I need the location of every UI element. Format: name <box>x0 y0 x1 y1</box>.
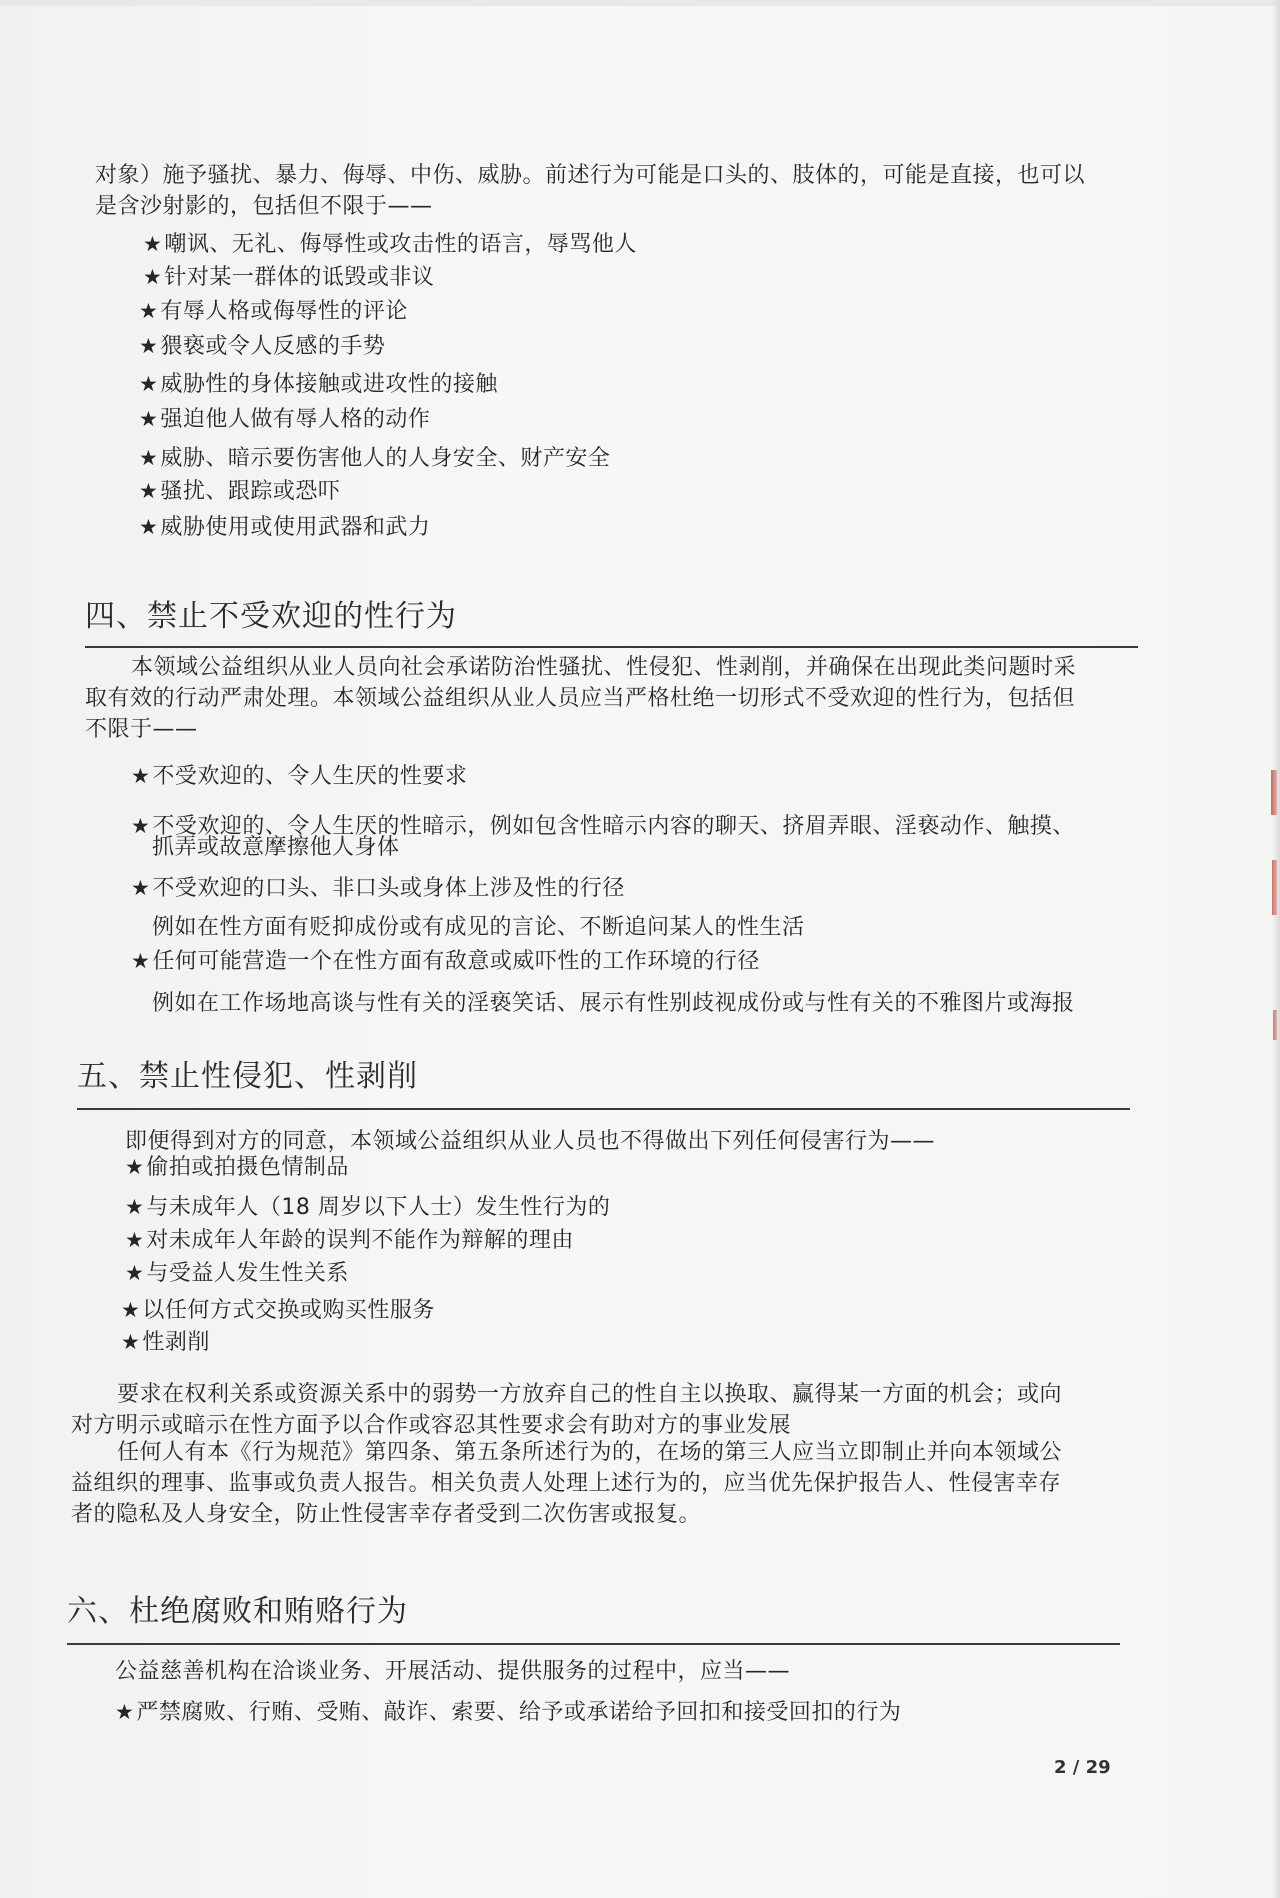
list-item: ★骚扰、跟踪或恐吓 <box>139 479 341 504</box>
paragraph-line: 取有效的行动严肃处理。本领域公益组织从业人员应当严格杜绝一切形式不受欢迎的性行为，包括但 <box>85 686 1076 711</box>
list-item: ★对未成年人年龄的误判不能作为辩解的理由 <box>125 1228 574 1253</box>
list-item: ★与受益人发生性关系 <box>125 1261 349 1286</box>
list-item: ★不受欢迎的、令人生厌的性暗示，例如包含性暗示内容的聊天、挤眉弄眼、淫亵动作、触摸、 <box>131 814 1075 839</box>
intro-paragraph <box>95 160 1085 222</box>
list-item-example: 例如在工作场地高谈与性有关的淫亵笑话、展示有性别歧视成份或与性有关的不雅图片或海报 <box>152 991 1075 1016</box>
list-item: ★不受欢迎的、令人生厌的性要求 <box>131 764 468 789</box>
paragraph-line: 任何人有本《行为规范》第四条、第五条所述行为的，在场的第三人应当立即制止并向本领域公 <box>117 1440 1063 1465</box>
paragraph-line: 益组织的理事、监事或负责人报告。相关负责人处理上述行为的，应当优先保护报告人、性侵害幸存 <box>71 1471 1062 1496</box>
star-icon: ★ <box>139 334 159 358</box>
star-icon: ★ <box>131 814 151 838</box>
list-item: ★强迫他人做有辱人格的动作 <box>139 407 431 432</box>
report-paragraph <box>71 1437 1062 1530</box>
list-item: ★以任何方式交换或购买性服务 <box>121 1298 435 1323</box>
section5-intro: 即便得到对方的同意，本领域公益组织从业人员也不得做出下列任何侵害行为—— <box>125 1129 936 1154</box>
star-icon: ★ <box>125 1261 145 1285</box>
list-item: ★偷拍或拍摄色情制品 <box>125 1155 349 1180</box>
star-icon: ★ <box>131 876 151 900</box>
page-edge-shadow <box>1272 0 1280 1898</box>
star-icon: ★ <box>139 299 159 323</box>
star-icon: ★ <box>139 372 159 396</box>
star-icon: ★ <box>143 232 163 256</box>
list-item: ★有辱人格或侮辱性的评论 <box>139 299 408 324</box>
star-icon: ★ <box>125 1155 145 1179</box>
star-icon: ★ <box>115 1700 135 1724</box>
section-rule <box>85 646 1138 648</box>
exploitation-paragraph <box>71 1379 1062 1441</box>
paragraph-line: 本领域公益组织从业人员向社会承诺防治性骚扰、性侵犯、性剥削，并确保在出现此类问题时采 <box>131 655 1077 680</box>
intro-line: 是含沙射影的，包括但不限于—— <box>95 194 433 219</box>
star-icon: ★ <box>131 764 151 788</box>
list-item: ★性剥削 <box>121 1330 210 1355</box>
list-item: ★威胁使用或使用武器和武力 <box>139 515 431 540</box>
section-heading: 五、禁止性侵犯、性剥削 <box>77 1059 418 1094</box>
list-item: ★猥亵或令人反感的手势 <box>139 334 386 359</box>
star-icon: ★ <box>139 479 159 503</box>
star-icon: ★ <box>125 1195 145 1219</box>
star-icon: ★ <box>121 1330 141 1354</box>
star-icon: ★ <box>121 1298 141 1322</box>
section-rule <box>67 1643 1120 1645</box>
list-item: ★任何可能营造一个在性方面有敌意或威吓性的工作环境的行径 <box>131 949 760 974</box>
list-item-continuation: 抓弄或故意摩擦他人身体 <box>152 835 400 860</box>
star-icon: ★ <box>131 949 151 973</box>
list-item: ★严禁腐败、行贿、受贿、敲诈、索要、给予或承诺给予回扣和接受回扣的行为 <box>115 1700 902 1725</box>
section-heading: 四、禁止不受欢迎的性行为 <box>85 599 457 634</box>
intro-line: 对象）施予骚扰、暴力、侮辱、中伤、威胁。前述行为可能是口头的、肢体的，可能是直接，也可以 <box>95 163 1086 188</box>
paragraph-line: 者的隐私及人身安全，防止性侵害幸存者受到二次伤害或报复。 <box>71 1502 702 1527</box>
paragraph-line: 不限于—— <box>85 717 198 742</box>
star-icon: ★ <box>143 265 163 289</box>
list-item: ★威胁性的身体接触或进攻性的接触 <box>139 372 498 397</box>
section-heading: 六、杜绝腐败和贿赂行为 <box>67 1594 408 1629</box>
list-item: ★嘲讽、无礼、侮辱性或攻击性的语言，辱骂他人 <box>143 232 637 257</box>
list-item-example: 例如在性方面有贬抑成份或有成见的言论、不断追问某人的性生活 <box>152 915 805 940</box>
list-item: ★与未成年人（18 周岁以下人士）发生性行为的 <box>125 1195 611 1220</box>
star-icon: ★ <box>139 515 159 539</box>
list-item: ★不受欢迎的口头、非口头或身体上涉及性的行径 <box>131 876 625 901</box>
section-rule <box>77 1108 1130 1110</box>
star-icon: ★ <box>139 407 159 431</box>
section6-intro: 公益慈善机构在洽谈业务、开展活动、提供服务的过程中，应当—— <box>115 1659 791 1684</box>
list-item: ★针对某一群体的诋毁或非议 <box>143 265 435 290</box>
page-number: 2 / 29 <box>1054 1757 1111 1778</box>
section4-paragraph <box>85 652 1076 745</box>
list-item: ★威胁、暗示要伤害他人的人身安全、财产安全 <box>139 446 611 471</box>
paragraph-line: 对方明示或暗示在性方面予以合作或容忍其性要求会有助对方的事业发展 <box>71 1413 792 1438</box>
star-icon: ★ <box>125 1228 145 1252</box>
paragraph-line: 要求在权利关系或资源关系中的弱势一方放弃自己的性自主以换取、赢得某一方面的机会；或向 <box>117 1382 1063 1407</box>
star-icon: ★ <box>139 446 159 470</box>
